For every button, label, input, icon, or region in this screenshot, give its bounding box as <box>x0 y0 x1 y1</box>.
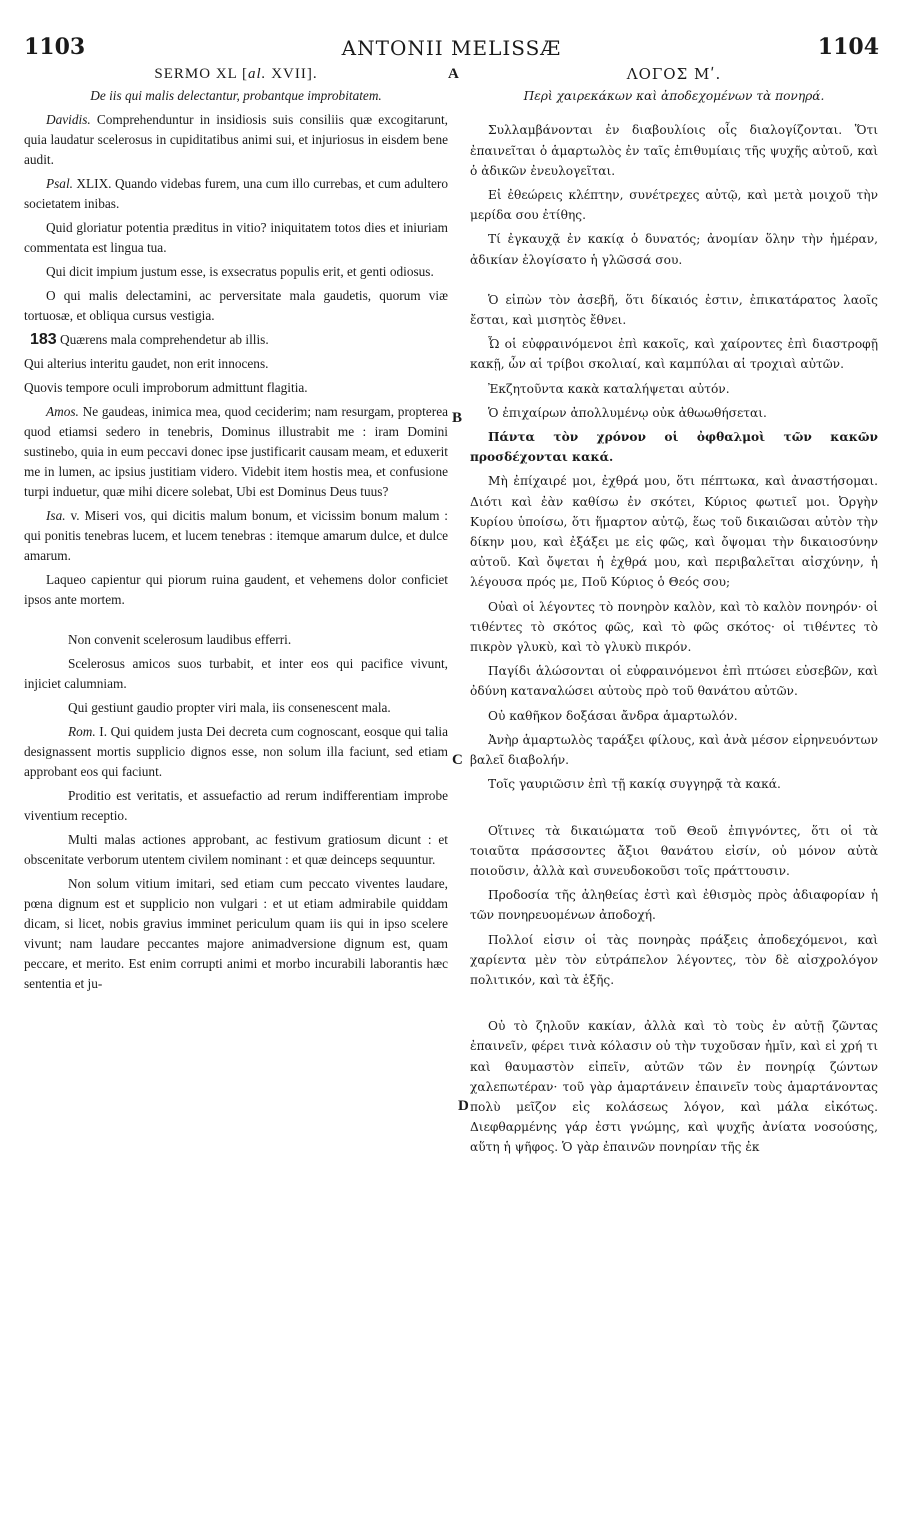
latin-paragraph: O qui malis delectamini, ac perversitate mala gaudetis, quorum viæ tortuosæ, et obliqua cursus vestigia. <box>24 288 448 323</box>
latin-paragraph: Qui gestiunt gaudio propter viri mala, iis consenescent mala. <box>68 700 391 715</box>
running-title: ANTONII MELISSÆ <box>341 36 562 60</box>
latin-paragraph: Scelerosus amicos suos turbabit, et inter eos qui pacifice vivunt, injiciet calumniam. <box>24 656 448 691</box>
greek-paragraph: Ἐκζητοῦντα κακὰ καταλήψεται αὐτόν. <box>488 381 730 396</box>
greek-paragraph: Οὐαὶ οἱ λέγοντες τὸ πονηρὸν καλὸν, καὶ τὸ καλὸν πονηρόν· οἱ τιθέντες τὸ σκότος φῶς, καὶ τὸ φῶς σκότος· οἱ τιθέντες τὸ πικρὸν γλυκὺ, καὶ τὸ γλυκὺ πικρόν. <box>470 599 878 655</box>
latin-paragraph: Qui alterius interitu gaudet, non erit innocens. <box>24 356 269 371</box>
greek-paragraph: Μὴ ἐπίχαιρέ μοι, ἐχθρά μου, ὅτι πέπτωκα, καὶ ἀναστήσομαι. Διότι καὶ ἐὰν καθίσω ἐν σκότει, Κύριος φωτιεῖ μοι. Ὀργὴν Κυρίου ὑποίσω, ὅτι ἥμαρτον αὐτῷ, ἕως τοῦ δικαιῶσαι αὐτὸν τὴν δίκην μου, καὶ ἐξάξει με εἰς φῶς, καὶ ὄψομαι τὴν δικαιοσύνην αὐτοῦ. Καὶ ὄψεται ἡ ἐχθρά μου, καὶ περιβαλεῖται αἰσχύνην, ἡ λέγουσα πρός με, Ποῦ Κύριος ὁ Θεός σου; <box>470 474 878 590</box>
latin-column <box>24 64 448 998</box>
greek-paragraph: Πάντα τὸν χρόνον οἱ ὀφθαλμοὶ τῶν κακῶν προσδέχονται κακά. <box>470 430 878 465</box>
latin-paragraph: Qui dicit impium justum esse, is exsecratus populis erit, et genti odiosus. <box>46 264 434 279</box>
greek-paragraph: Προδοσία τῆς ἀληθείας ἐστὶ καὶ ἐθισμὸς πρὸς ἀδιαφορίαν ἡ τῶν πονηρευομένων ἀποδοχή. <box>470 888 878 923</box>
greek-column <box>470 64 878 1162</box>
greek-paragraph: Τοῖς γαυριῶσιν ἐπὶ τῇ κακίᾳ συγγηρᾷ τὰ κακά. <box>488 777 781 792</box>
margin-marker-d: D <box>458 1098 469 1114</box>
latin-paragraph: Non solum vitium imitari, sed etiam cum peccato viventes laudare, pœna dignum est et supplicio non vulgari : et ut etiam admirabile quiddam dicam, si licet, nobis gravius imminet periculum quam iis qui in ipso scelere vivunt; nam laudare peccantes majore animadversione dignum est, quam peccare, et merito. Est enim corrupti animi et morbo incurabili laborantis hæc sententia et ju- <box>24 876 448 991</box>
latin-paragraph: Psal. XLIX. Quando videbas furem, una cum illo currebas, et cum adultero societatem inibas. <box>24 176 448 211</box>
greek-paragraph: Ὦ οἱ εὐφραινόμενοι ἐπὶ κακοῖς, καὶ χαίροντες ἐπὶ διαστροφῇ κακῇ, ὧν αἱ τρίβοι σκολιαί, καὶ καμπύλαι αἱ τροχιαὶ αὐτῶν. <box>470 337 878 372</box>
latin-paragraph: Quid gloriatur potentia præditus in vitio? iniquitatem totos dies et iniuriam commentata est lingua tua. <box>24 220 448 255</box>
page-number-left: 1103 <box>24 34 86 60</box>
latin-paragraph: Isa. v. Miseri vos, qui dicitis malum bonum, et vicissim bonum malum : qui ponitis tenebras lucem, et lucem tenebras : itemque amarum dulce, et dulce amarum. <box>24 508 448 563</box>
margin-marker-b: B <box>452 410 463 426</box>
source-label: Rom. <box>68 724 96 739</box>
latin-paragraph: Multi malas actiones approbant, ac festivum gratiosum dicunt : et obscenitate verborum utentem civilem nominant : et quæ deinceps sequuntur. <box>24 832 448 867</box>
page-number-right: 1104 <box>817 34 879 60</box>
source-label: Isa. <box>46 508 66 523</box>
latin-paragraph: Davidis. Comprehenduntur in insidiosis suis consiliis quæ excogitarunt, quia laudatur scelerosus in cupiditatibus animi sui, et injuriosus in eisdem bene audit. <box>24 112 448 167</box>
greek-paragraph: Ὁ ἐπιχαίρων ἀπολλυμένῳ οὐκ ἀθωωθήσεται. <box>488 405 767 420</box>
latin-section-heading: SERMO XL [al. XVII]. <box>154 66 318 82</box>
greek-paragraph: Πολλοί εἰσιν οἱ τὰς πονηρὰς πράξεις ἀποδεχόμενοι, καὶ χαρίεντα μὲν τὸν εὐτράπελον λέγοντες, τὸν δὲ αἰσχρολόγον πολιτικόν, καὶ τὰ ἑξῆς. <box>470 932 878 987</box>
latin-paragraph: Rom. I. Qui quidem justa Dei decreta cum cognoscant, eosque qui talia designassent mortis supplicio dignos esse, non solum illa faciunt, sed etiam approbant eos qui faciunt. <box>24 724 448 779</box>
running-header <box>24 34 879 68</box>
latin-paragraph: Amos. Ne gaudeas, inimica mea, quod ceciderim; nam resurgam, propterea quod etiamsi sedero in tenebris, Dominus illustrabit me : iram Domini sustinebo, quia in eum peccavi donec ipse justificarit causam meam, et eduxerit me in lumen, ac ipsius justitiam videro. Videbit item hostis mea, et confusione turpi induetur, quæ mihi dicere solebat, Ubi est Dominus Deus tuus? <box>24 404 448 499</box>
latin-subheading: De iis qui malis delectantur, probantque improbitatem. <box>90 88 382 103</box>
greek-paragraph: Συλλαμβάνονται ἐν διαβουλίοις οἷς διαλογίζονται. Ὅτι ἐπαινεῖται ὁ ἁμαρτωλὸς ἐν ταῖς ἐπιθυμίαις τῆς ψυχῆς αὐτοῦ, καὶ ὁ ἀδικῶν ἐνευλογεῖται. <box>470 123 878 178</box>
greek-paragraph: Οὐ τὸ ζηλοῦν κακίαν, ἀλλὰ καὶ τὸ τοὺς ἐν αὐτῇ ζῶντας ἐπαινεῖν, φέρει τινὰ κόλασιν οὐ τὴν τυχοῦσαν ἡμῖν, καὶ εἰ χρή τι καὶ θαυμαστὸν εἰπεῖν, αὐτῶν τῶν ἐν πονηρίᾳ ζώντων χαλεπωτέραν· τοῦ γὰρ ἁμαρτάνειν ἐπαινεῖν τοὺς ἁμαρτάνοντας πολὺ μεῖζον εἰς κολάσεως λόγον, καὶ μάλα εἰκότως. Διεφθαρμένης γάρ ἐστι γνώμης, καὶ ψυχῆς ἀνίατα νοσούσης, αὕτη ἡ ψῆφος. Ὁ γὰρ ἐπαινῶν πονηρίαν τῆς ἐκ <box>470 1019 878 1155</box>
latin-paragraph: Non convenit scelerosum laudibus efferri. <box>68 632 292 647</box>
latin-paragraph: 183 Quærens mala comprehendetur ab illis. <box>30 331 269 348</box>
margin-marker-c: C <box>452 752 463 768</box>
latin-paragraph: Laqueo capientur qui piorum ruina gaudent, et vehemens dolor conficiet ipsos ante mortem. <box>24 572 448 607</box>
greek-paragraph: Ἀνὴρ ἁμαρτωλὸς ταράξει φίλους, καὶ ἀνὰ μέσον εἰρηνευόντων βαλεῖ διαβολήν. <box>470 732 878 768</box>
greek-subheading: Περὶ χαιρεκάκων καὶ ἀποδεχομένων τὰ πονηρά. <box>523 89 825 104</box>
latin-paragraph: Proditio est veritatis, et assuefactio ad rerum indifferentiam improbe viventium receptio. <box>24 788 448 823</box>
greek-paragraph: Ὁ εἰπὼν τὸν ἀσεβῆ, ὅτι δίκαιός ἐστιν, ἐπικατάρατος λαοῖς ἔσται, καὶ μισητὸς ἔθνει. <box>470 292 878 328</box>
folio-number: 183 <box>30 331 57 348</box>
greek-paragraph: Εἰ ἐθεώρεις κλέπτην, συνέτρεχες αὐτῷ, καὶ μετὰ μοιχοῦ τὴν μερίδα σου ἐτίθης. <box>470 188 878 223</box>
greek-paragraph: Τί ἐγκαυχᾷ ἐν κακίᾳ ὁ δυνατός; ἀνομίαν ὅλην τὴν ἡμέραν, ἀδικίαν ἐλογίσατο ἡ γλῶσσά σου. <box>470 232 878 267</box>
margin-marker-a: A <box>448 66 459 82</box>
latin-paragraph: Quovis tempore oculi improborum admittunt flagitia. <box>24 380 308 395</box>
source-label: Amos. <box>46 404 79 419</box>
greek-paragraph: Οὐ καθῆκον δοξάσαι ἄνδρα ἁμαρτωλόν. <box>488 708 738 723</box>
source-label: Davidis. <box>46 112 91 127</box>
source-label: Psal. <box>46 176 73 191</box>
greek-paragraph: Οἵτινες τὰ δικαιώματα τοῦ Θεοῦ ἐπιγνόντες, ὅτι οἱ τὰ τοιαῦτα πράσσοντες ἄξιοι θανάτου εἰσίν, οὐ μόνον αὐτὰ ποιοῦσιν, ἀλλὰ καὶ συνευδοκοῦσι τοῖς πράττουσιν. <box>470 823 878 878</box>
greek-section-heading: ΛΟΓΟΣ Μʹ. <box>626 65 722 83</box>
greek-paragraph: Παγίδι ἁλώσονται οἱ εὐφραινόμενοι ἐπὶ πτώσει εὐσεβῶν, καὶ ὀδύνη καταναλώσει αὐτοὺς πρὸ τοῦ θανάτου αὐτῶν. <box>470 664 878 699</box>
